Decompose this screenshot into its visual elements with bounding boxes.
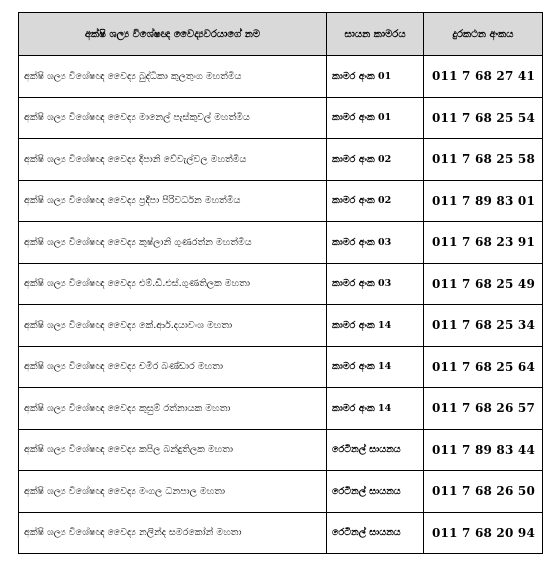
doctor-name-cell: අක්ෂි ශල්‍ය විශේෂඥ වෛද්‍ය ප්‍රදීපා පිරිවර්ධන මහත්මිය — [19, 180, 327, 222]
clinic-room-cell: කාමර අංක 02 — [327, 180, 424, 222]
clinic-room-cell: රෙටිනල් සායනය — [327, 512, 424, 554]
doctor-name-cell: අක්ෂි ශල්‍ය විශේෂඥ වෛද්‍ය කේ.ආර්.දයාවංශ මහතා — [19, 305, 327, 347]
table-row — [19, 180, 543, 222]
phone-number-cell: 011 7 68 26 57 — [424, 388, 543, 430]
clinic-room-cell: රෙටිනල් සායනය — [327, 471, 424, 513]
table-row — [19, 471, 543, 513]
doctor-name-cell: අක්ෂි ශල්‍ය විශේෂඥ වෛද්‍ය නලින්ද සමරකෝන් මහතා — [19, 512, 327, 554]
clinic-room-cell: කාමර අංක 02 — [327, 139, 424, 181]
doctor-name-cell: අක්ෂි ශල්‍ය විශේෂඥ වෛද්‍ය චමීර බණ්ඩාර මහතා — [19, 346, 327, 388]
table-row — [19, 346, 543, 388]
doctor-name-cell: අක්ෂි ශල්‍ය විශේෂඥ වෛද්‍ය එම්.ඩී.එස්.ගුණතිලක මහතා — [19, 263, 327, 305]
phone-number-cell: 011 7 89 83 01 — [424, 180, 543, 222]
phone-number-cell: 011 7 68 27 41 — [424, 56, 543, 98]
clinic-room-cell: රෙටිනල් සායනය — [327, 429, 424, 471]
header-row — [19, 13, 543, 56]
header-clinic-room: සායන කාමරය — [327, 13, 424, 56]
phone-number-cell: 011 7 68 23 91 — [424, 222, 543, 264]
doctor-name-cell: අක්ෂි ශල්‍ය විශේෂඥ වෛද්‍ය දිපානි වේවැල්වල මහත්මිය — [19, 139, 327, 181]
table-row — [19, 97, 543, 139]
table-row — [19, 305, 543, 347]
table-row — [19, 139, 543, 181]
phone-number-cell: 011 7 68 25 49 — [424, 263, 543, 305]
table-row — [19, 56, 543, 98]
phone-number-cell: 011 7 68 25 64 — [424, 346, 543, 388]
phone-number-cell: 011 7 68 26 50 — [424, 471, 543, 513]
table-row — [19, 222, 543, 264]
clinic-room-cell: කාමර අංක 01 — [327, 56, 424, 98]
phone-number-cell: 011 7 68 25 58 — [424, 139, 543, 181]
phone-number-cell: 011 7 68 25 54 — [424, 97, 543, 139]
clinic-room-cell: කාමර අංක 14 — [327, 346, 424, 388]
doctor-name-cell: අක්ෂි ශල්‍ය විශේෂඥ වෛද්‍ය කුෂ්ලානි ගුණරත්න මහත්මිය — [19, 222, 327, 264]
phone-number-cell: 011 7 89 83 44 — [424, 429, 543, 471]
table-body — [19, 56, 543, 554]
table-row — [19, 429, 543, 471]
header-doctor-name: අක්ෂි ශල්‍ය විශේෂඥ වෛද්‍යවරයාගේ නම — [19, 13, 327, 56]
clinic-room-cell: කාමර අංක 14 — [327, 305, 424, 347]
table-row — [19, 388, 543, 430]
doctor-name-cell: අක්ෂි ශල්‍ය විශේෂඥ වෛද්‍ය කුසුම් රත්නායක මහතා — [19, 388, 327, 430]
doctor-name-cell: අක්ෂි ශල්‍ය විශේෂඥ වෛද්‍ය මංගල ධනපාල මහතා — [19, 471, 327, 513]
clinic-room-cell: කාමර අංක 03 — [327, 263, 424, 305]
header-phone-number: දුරකථන අංකය — [424, 13, 543, 56]
phone-number-cell: 011 7 68 25 34 — [424, 305, 543, 347]
doctor-contact-table — [18, 12, 543, 554]
phone-number-cell: 011 7 68 20 94 — [424, 512, 543, 554]
clinic-room-cell: කාමර අංක 14 — [327, 388, 424, 430]
table-header — [19, 13, 543, 56]
table-row — [19, 512, 543, 554]
doctor-name-cell: අක්ෂි ශල්‍ය විශේෂඥ වෛද්‍ය මානෙල් පැස්කුවල් මහත්මිය — [19, 97, 327, 139]
doctor-name-cell: අක්ෂි ශල්‍ය විශේෂඥ වෛද්‍ය බුද්ධිකා කුලතුංග මහත්මිය — [19, 56, 327, 98]
clinic-room-cell: කාමර අංක 01 — [327, 97, 424, 139]
table-row — [19, 263, 543, 305]
doctor-name-cell: අක්ෂි ශල්‍ය විශේෂඥ වෛද්‍ය කපිල බන්දුතිලක මහතා — [19, 429, 327, 471]
clinic-room-cell: කාමර අංක 03 — [327, 222, 424, 264]
